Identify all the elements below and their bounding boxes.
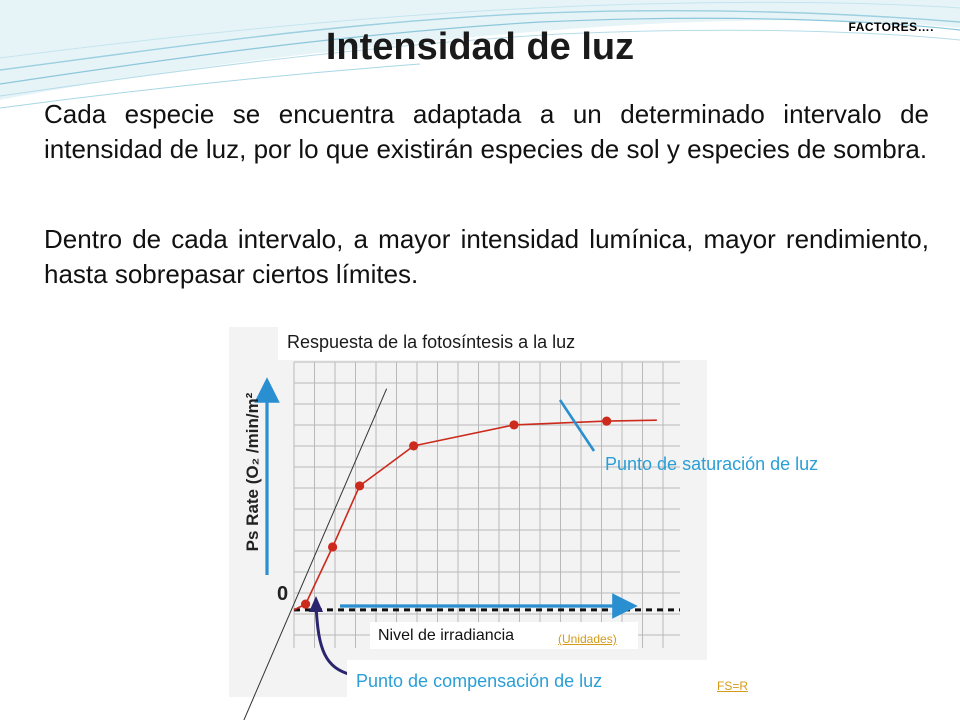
data-point xyxy=(328,542,337,551)
saturation-point-label: Punto de saturación de luz xyxy=(605,454,819,474)
data-point xyxy=(301,600,310,609)
chart-title: Respuesta de la fotosíntesis a la luz xyxy=(287,332,576,352)
fs-r-link[interactable]: FS=R xyxy=(717,679,749,693)
paragraph-adaptation: Cada especie se encuentra adaptada a un determinado intervalo de intensidad de luz, por lo que existirán especies de sol y especies de sombra. xyxy=(44,99,929,164)
x-axis-label: Nivel de irradiancia xyxy=(378,627,515,644)
data-point xyxy=(409,441,418,450)
y-axis-zero-label: 0 xyxy=(277,583,289,605)
y-axis-label: Ps Rate (O₂ /min/m² xyxy=(243,392,262,552)
data-point xyxy=(509,420,518,429)
paragraph-intensity: Dentro de cada intervalo, a mayor intensidad lumínica, mayor rendimiento, hasta sobrepasar ciertos límites. xyxy=(44,224,929,289)
units-link[interactable]: (Unidades) xyxy=(558,632,617,646)
slide-title: Intensidad de luz xyxy=(325,26,635,68)
data-point xyxy=(355,481,364,490)
data-point xyxy=(602,417,611,426)
compensation-arrowhead xyxy=(309,596,323,612)
compensation-point-label: Punto de compensación de luz xyxy=(356,671,603,691)
response-curve xyxy=(294,420,657,610)
section-label: FACTORES…. xyxy=(848,20,934,34)
